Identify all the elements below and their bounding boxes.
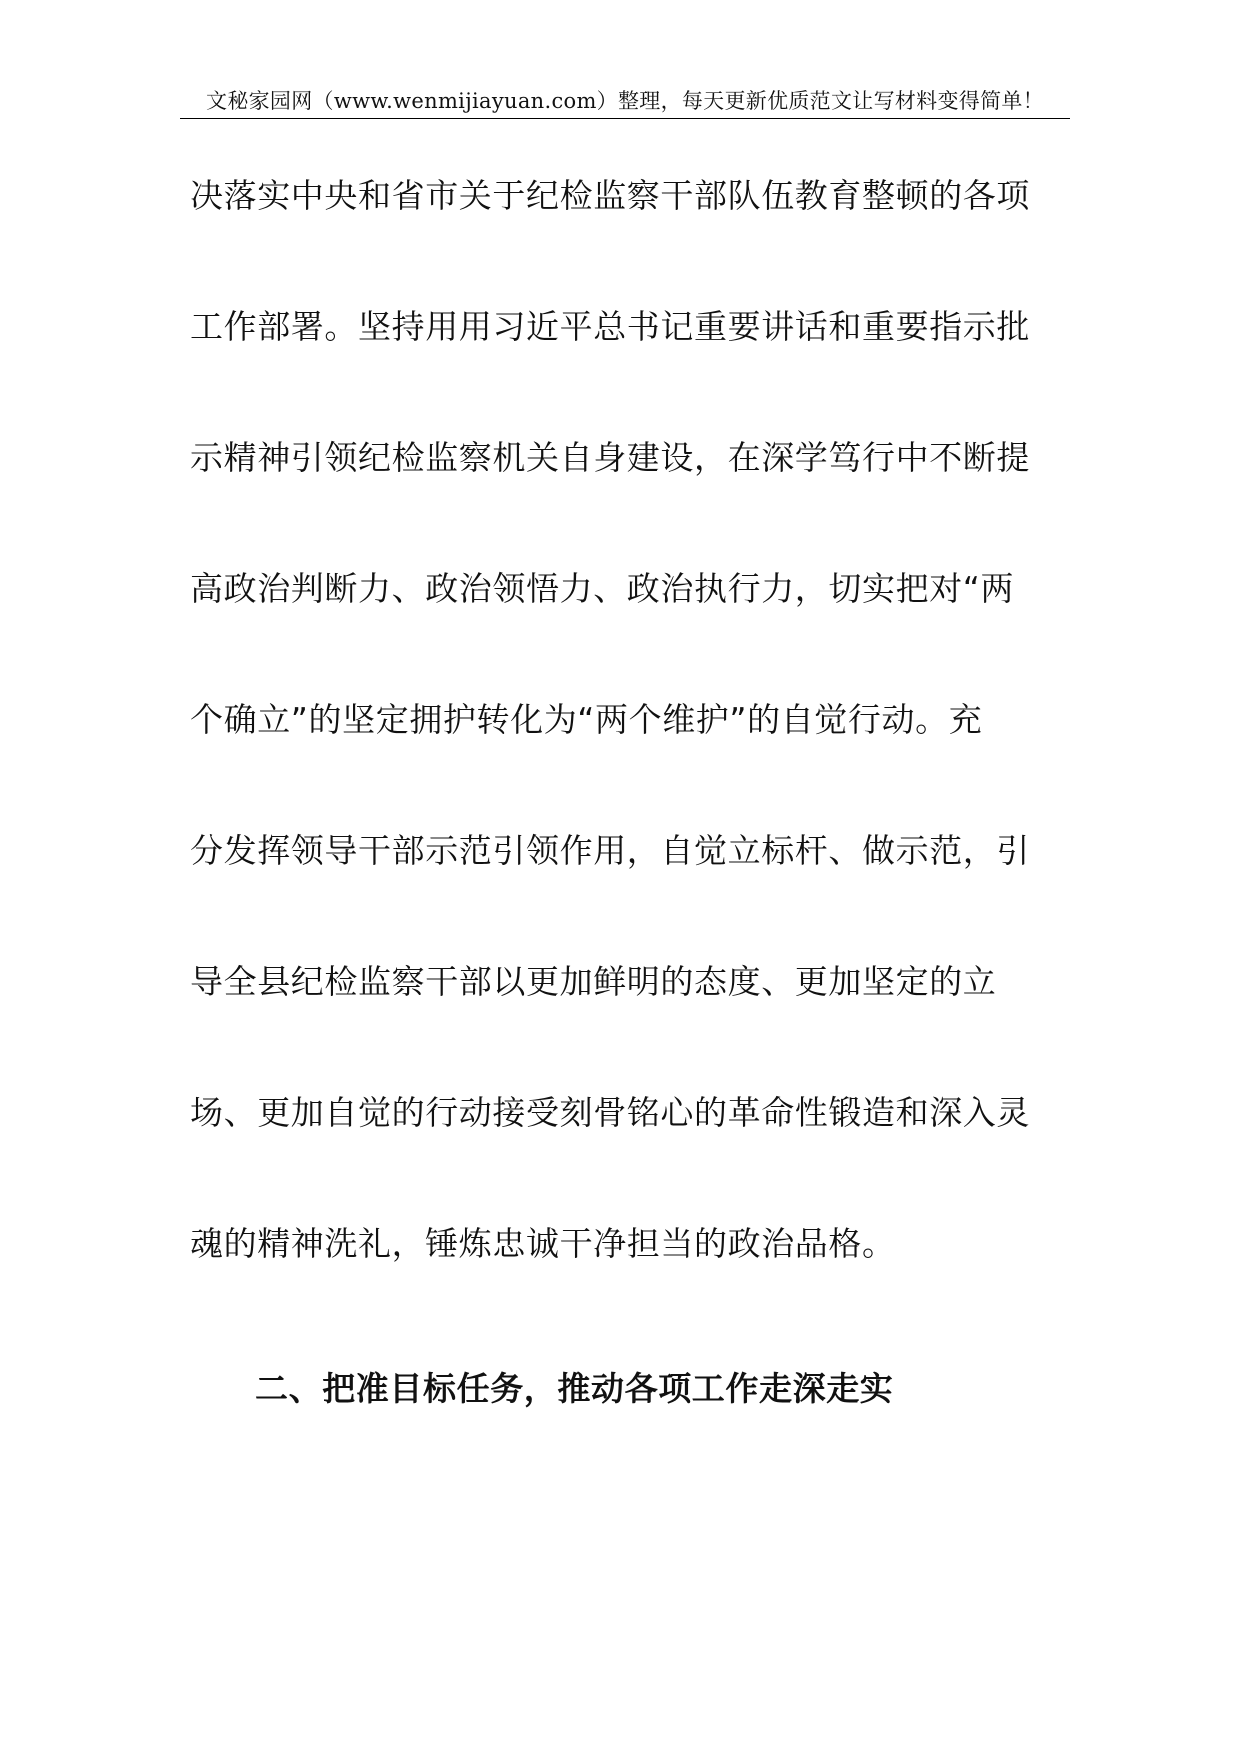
- page-header: [180, 88, 1070, 119]
- paragraph-line-5: 个确立”的坚定拥护转化为“两个维护”的自觉行动。充: [190, 700, 983, 739]
- paragraph-line-1: 决落实中央和省市关于纪检监察干部队伍教育整顿的各项: [190, 176, 1030, 215]
- section-heading: 二、把准目标任务，推动各项工作走深走实: [255, 1369, 894, 1408]
- body-paragraph: [190, 171, 1030, 1350]
- paragraph-line-8: 场、更加自觉的行动接受刻骨铭心的革命性锻造和深入灵: [190, 1093, 1030, 1132]
- paragraph-line-2: 工作部署。坚持用用习近平总书记重要讲话和重要指示批: [190, 307, 1030, 346]
- paragraph-line-6: 分发挥领导干部示范引领作用，自觉立标杆、做示范，引: [190, 831, 1030, 870]
- paragraph-line-3: 示精神引领纪检监察机关自身建设，在深学笃行中不断提: [190, 438, 1030, 477]
- paragraph-line-4: 高政治判断力、政治领悟力、政治执行力，切实把对“两: [190, 569, 1015, 608]
- header-text: 文秘家园网（www.wenmijiayuan.com）整理，每天更新优质范文让写材料变得简单！: [206, 89, 1044, 113]
- paragraph-line-7: 导全县纪检监察干部以更加鲜明的态度、更加坚定的立: [190, 962, 997, 1001]
- paragraph-line-9: 魂的精神洗礼，锤炼忠诚干净担当的政治品格。: [190, 1224, 896, 1263]
